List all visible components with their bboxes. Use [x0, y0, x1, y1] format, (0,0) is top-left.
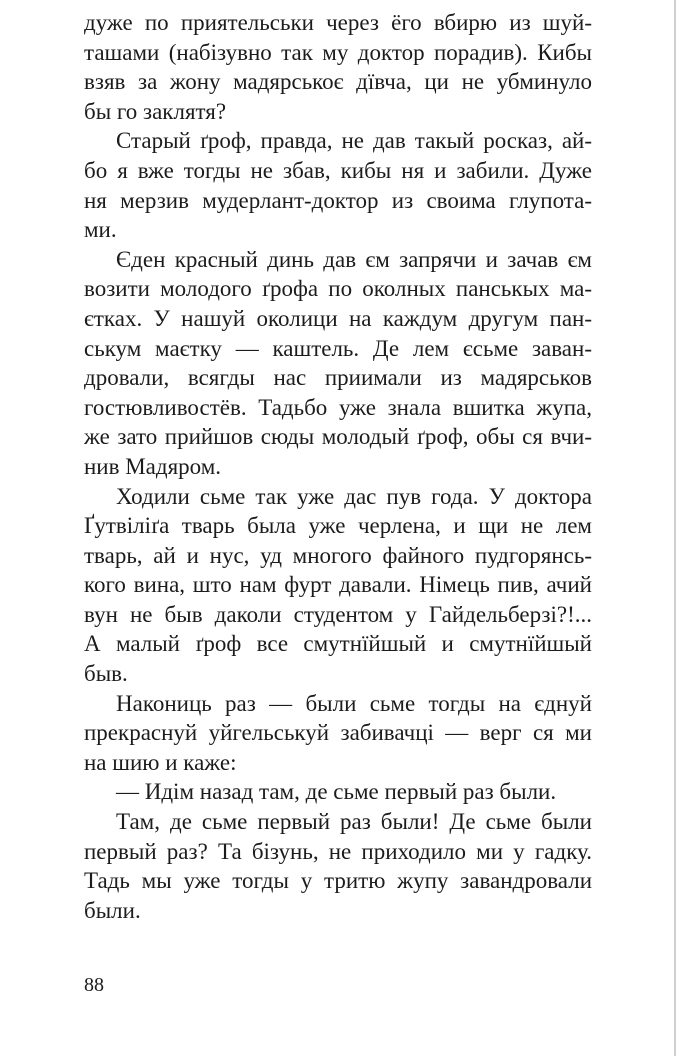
text-line: вун не быв даколи студентом у Гайдельберзі?!... — [84, 601, 592, 627]
text-line: кого вина, што нам фурт давали. Німець пив, ачий — [84, 572, 592, 598]
page-number: 88 — [84, 974, 104, 996]
paragraph — [84, 126, 592, 244]
text-line: дровали, всягды нас приимали из мадярськов — [84, 365, 592, 391]
text-line: нив Мадяром. — [84, 453, 222, 479]
text-line: тварь, ай и нус, уд многого файного пудгорянсь- — [84, 542, 592, 568]
text-line: — Идім назад там, де сьме первый раз были. — [116, 779, 557, 805]
text-line: первый раз? Та бізунь, не приходило ми у гадку. — [84, 838, 592, 864]
text-line: єтках. У нашуй околици на каждум другум пан- — [84, 305, 592, 331]
text-line: ташами (набізувно так му доктор порадив). Кибы — [84, 39, 592, 65]
text-line: же зато прийшов сюды молодый ґроф, обы ся вчи- — [84, 424, 592, 450]
text-line: Там, де сьме первый раз были! Де сьме были — [116, 809, 592, 835]
body-text — [84, 8, 592, 925]
text-line: А малый ґроф все смутнїйшый и смутнїйшый — [84, 631, 592, 657]
paragraph — [84, 482, 592, 689]
text-line: Єден красный динь дав єм запрячи и зачав єм — [116, 246, 592, 272]
text-line: Тадь мы уже тогды у тритю жупу завандровали — [84, 868, 592, 894]
text-line: возити молодого ґрофа по околных панськых ма- — [84, 276, 592, 302]
text-line: ми. — [84, 217, 117, 243]
text-line: были. — [84, 897, 141, 923]
text-line: Накониць раз — были сьме тогды на єднуй — [116, 690, 592, 716]
text-line: взяв за жону мадярськоє дївча, ци не убминуло — [84, 69, 592, 95]
paragraph — [84, 8, 592, 126]
text-line: Ходили сьме так уже дас пув года. У доктора — [116, 483, 592, 509]
text-line: ськум маєтку — каштель. Де лем єсьме заван- — [84, 335, 592, 361]
text-line: дуже по приятельськи через ёго вбирю из шуй- — [84, 10, 592, 35]
text-line: на шию и каже: — [84, 749, 237, 775]
paragraph — [84, 807, 592, 925]
paragraph — [84, 777, 592, 807]
paragraph — [84, 245, 592, 482]
text-line: гостювливостёв. Тадьбо уже знала вшитка жупа, — [84, 394, 592, 420]
text-line: Ґутвіліґа тварь была уже черлена, и щи не лем — [84, 513, 592, 539]
paragraph — [84, 689, 592, 778]
text-line: прекраснуй уйгельськуй забивачці — верг ся ми — [84, 720, 592, 746]
text-line: бы го заклятя? — [84, 98, 227, 124]
text-line: бо я вже тогды не збав, кибы ня и забили. Дуже — [84, 157, 592, 183]
text-line: Старый ґроф, правда, не дав такый росказ, ай- — [116, 128, 592, 154]
text-line: быв. — [84, 661, 128, 687]
text-line: ня мерзив мудерлант-доктор из своима глупота- — [84, 187, 592, 213]
